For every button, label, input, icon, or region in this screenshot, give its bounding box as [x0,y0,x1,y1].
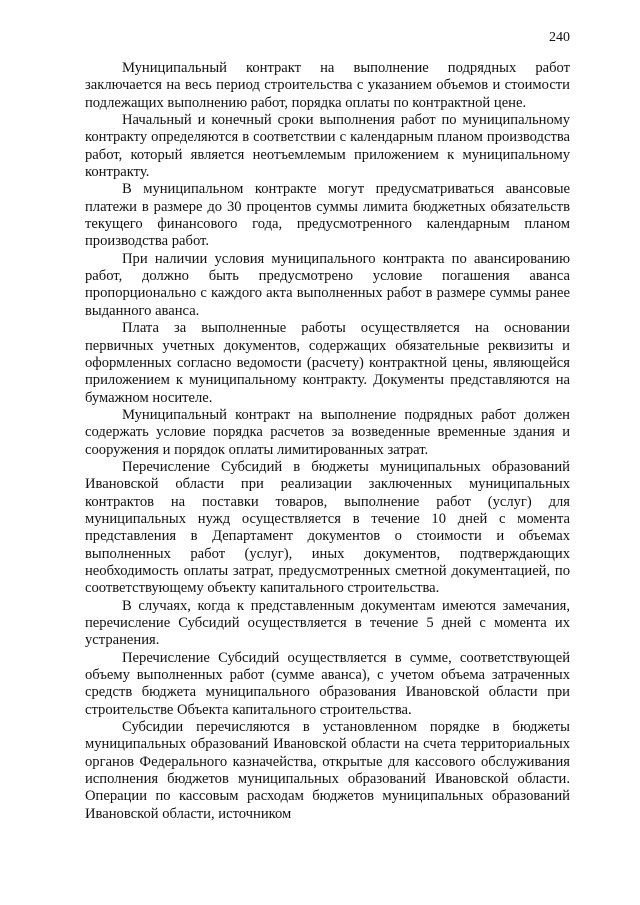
paragraph: Муниципальный контракт на выполнение подрядных работ должен содержать условие порядка расчетов за возведенные временные здания и сооружения и порядок оплаты лимитированных затрат. [85,406,570,458]
paragraph: В муниципальном контракте могут предусматриваться авансовые платежи в размере до 30 процентов суммы лимита бюджетных обязательств текущего финансового года, предусмотренного календарным планом производства работ. [85,181,570,250]
paragraph: Субсидии перечисляются в установленном порядке в бюджеты муниципальных образований Ивановской области на счета территориальных органов Федерального казначейства, открытые для кассового обслуживания исполнения бюджетов муниципальных образований Ивановской области. Операции по кассовым расходам бюджетов муниципальных образований Ивановской области, источником [85,719,570,822]
page-number: 240 [549,30,570,45]
paragraph: Перечисление Субсидий в бюджеты муниципальных образований Ивановской области при реализации заключенных муниципальных контрактов на поставки товаров, выполнение работ (услуг) для муниципальных нужд осуществляется в течение 10 дней с момента представления в Департамент документов о стоимости и объемах выполненных работ (услуг), иных документов, подтверждающих необходимость оплаты затрат, предусмотренных сметной документацией, по соответствующему объекту капитального строительства. [85,458,570,597]
paragraph: При наличии условия муниципального контракта по авансированию работ, должно быть предусмотрено условие погашения аванса пропорционально с каждого акта выполненных работ в размере суммы ранее выданного аванса. [85,250,570,319]
paragraph: Муниципальный контракт на выполнение подрядных работ заключается на весь период строительства с указанием объемов и стоимости подлежащих выполнению работ, порядка оплаты по контрактной цене. [85,60,570,111]
paragraph: Плата за выполненные работы осуществляется на основании первичных учетных документов, содержащих обязательные реквизиты и оформленных согласно ведомости (расчету) контрактной цены, являющейся приложением к муниципальному контракту. Документы представляются на бумажном носителе. [85,320,570,406]
paragraph: Перечисление Субсидий осуществляется в сумме, соответствующей объему выполненных работ (сумме аванса), с учетом объема затраченных средств бюджета муниципального образования Ивановской области при строительстве Объекта капитального строительства. [85,649,570,718]
document-text [85,60,570,823]
paragraph: Начальный и конечный сроки выполнения работ по муниципальному контракту определяются в соответствии с календарным планом производства работ, который является неотъемлемым приложением к муниципальному контракту. [85,112,570,181]
paragraph: В случаях, когда к представленным документам имеются замечания, перечисление Субсидий осуществляется в течение 5 дней с момента их устранения. [85,597,570,649]
